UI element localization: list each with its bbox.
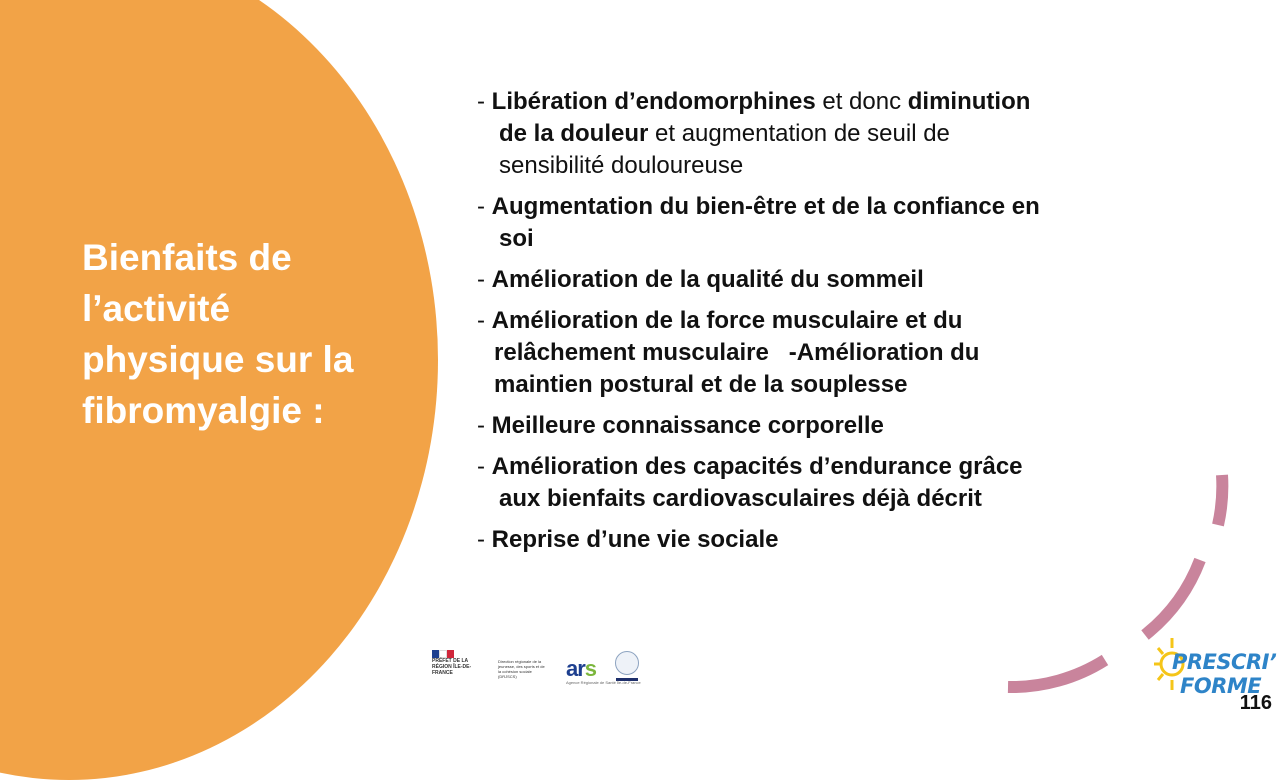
bullet-text: maintien postural et de la souplesse xyxy=(494,371,908,398)
bullet-dash: - xyxy=(477,307,492,334)
bullet-text: aux bienfaits cardiovasculaires déjà décrit xyxy=(499,485,982,512)
slide-title: Bienfaits de l’activité physique sur la fibromyalgie : xyxy=(82,237,354,431)
ars-logo xyxy=(566,656,641,685)
list-item xyxy=(477,86,1177,182)
bullet-text: Amélioration de la qualité du sommeil xyxy=(491,266,924,293)
prescriforme-line2: FORME xyxy=(1180,674,1262,698)
bullet-text: soi xyxy=(499,225,534,252)
ars-logo-s: s xyxy=(584,656,597,681)
bullet-text: sensibilité douloureuse xyxy=(499,152,744,179)
bullet-dash: - xyxy=(477,453,492,480)
bullet-text: Reprise d’une vie sociale xyxy=(491,526,779,553)
list-item xyxy=(477,264,1177,296)
flag-icon xyxy=(432,650,454,658)
bullet-dash: - xyxy=(477,193,492,220)
list-item xyxy=(477,191,1177,255)
prefet-logo-text: PRÉFET DE LA RÉGION ÎLE-DE-FRANCE xyxy=(432,658,472,676)
ars-logo-tagline: Agence Régionale de Santé Île-de-France xyxy=(566,680,641,685)
bullet-text: et donc xyxy=(815,88,908,115)
page-number: 116 xyxy=(1239,692,1272,714)
bullet-dash: - xyxy=(477,88,492,115)
seal-icon xyxy=(615,651,639,675)
drjscs-logo-text: Direction régionale de la jeunesse, des sports et de la cohésion sociale (DRJSCS) xyxy=(498,659,545,679)
bullet-text: de la douleur xyxy=(499,120,649,147)
bullet-continuation xyxy=(477,118,1177,150)
list-item xyxy=(477,305,1177,401)
bullet-text: Amélioration des capacités d’endurance grâce xyxy=(491,453,1023,480)
bullet-dash: - xyxy=(477,526,492,553)
partner-logos xyxy=(432,648,732,690)
bullet-text: et augmentation de seuil de xyxy=(648,120,950,147)
bullet-dash: - xyxy=(477,412,492,439)
list-item xyxy=(477,410,1177,442)
prescriforme-line1: PRESCRI’ xyxy=(1172,650,1277,674)
bullet-text: relâchement musculaire -Amélioration du xyxy=(494,339,980,366)
prefet-logo xyxy=(432,650,480,688)
bullet-text: Augmentation du bien-être et de la confiance en xyxy=(491,193,1040,220)
ars-logo-text: ar xyxy=(566,656,585,681)
bullet-dash: - xyxy=(477,266,492,293)
bullet-text: Amélioration de la force musculaire et du xyxy=(491,307,963,334)
bullet-text: diminution xyxy=(907,88,1031,115)
bullet-text: Libération d’endomorphines xyxy=(491,88,816,115)
bullet-text: Meilleure connaissance corporelle xyxy=(491,412,884,439)
